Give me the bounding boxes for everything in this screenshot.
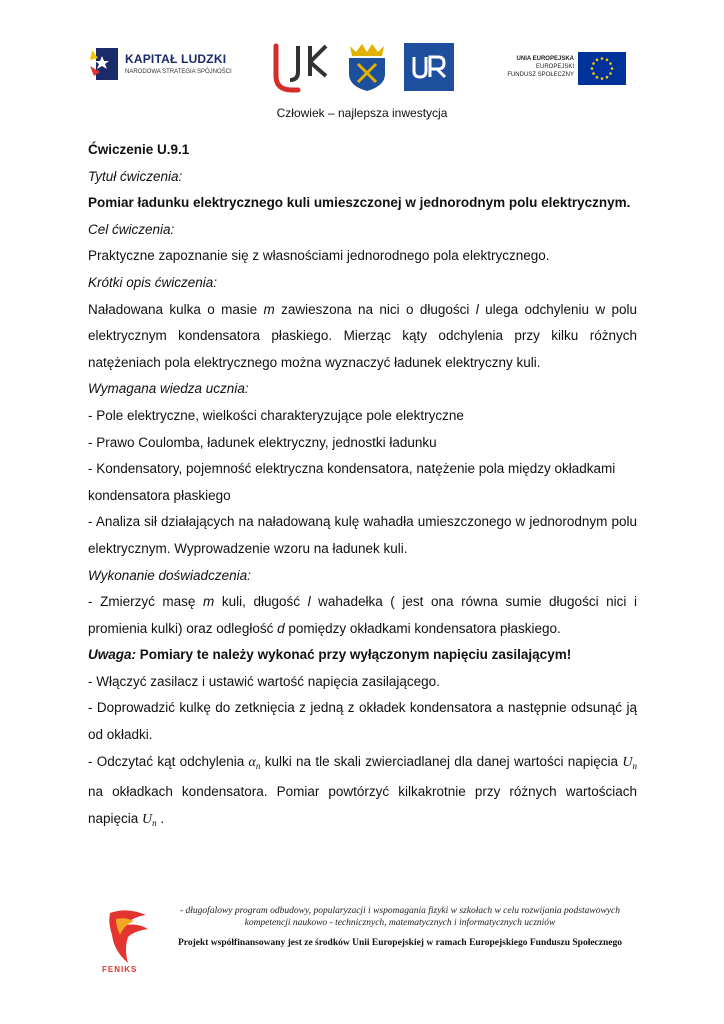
procedure-step: - Zmierzyć masę m kuli, długość l wahadełka ( jest ona równa sumie długości nici i promienia kulki) oraz odległość d pomiędzy okładkami kondensatora płaskiego. [88, 594, 637, 636]
knowledge-item: - Kondensatory, pojemność elektryczna kondensatora, natężenie pola między okładkami kondensatora płaskiego [88, 461, 616, 503]
tagline: Człowiek – najlepsza inwestycja [276, 106, 448, 120]
voltage-symbol: U [622, 754, 633, 770]
knowledge-item: - Analiza sił działających na naładowaną kulę wahadła umieszczonego w jednorodnym polu elektrycznym. Wyprowadzenie wzoru na ładunek kuli. [88, 514, 637, 556]
exercise-number: Ćwiczenie U.9.1 [88, 142, 190, 157]
footer-project-text: Projekt współfinansowany jest ze środków Unii Europejskiej w ramach Europejskiego Funduszu Społecznego [178, 938, 622, 948]
eu-line3: FUNDUSZ SPOŁECZNY [507, 72, 574, 78]
eu-line2: EUROPEJSKI [535, 64, 574, 70]
description-text: Naładowana kulka o masie m zawieszona na nici o długości l ulega odchyleniu w polu elektrycznym kondensatora płaskiego. Mierząc kąty odchylenia przy kilku różnych natężeniach pola elektrycznego można wyznaczyć ładunek elektryczny kuli. [88, 301, 638, 370]
feniks-flame-icon [98, 909, 156, 965]
alpha-symbol: α [248, 754, 256, 770]
kapital-ludzki-title: KAPITAŁ LUDZKI [125, 52, 227, 66]
title-label: Tytuł ćwiczenia: [88, 168, 183, 184]
ur-logo [404, 43, 454, 91]
eu-line1: UNIA EUROPEJSKA [516, 56, 574, 62]
kapital-ludzki-star-icon [88, 42, 122, 86]
length-symbol: l [475, 301, 479, 317]
feniks-logo [98, 909, 156, 979]
procedure-step: - Odczytać kąt odchylenia $\alpha_n$ kulki na tle skali zwierciadlanej dla danej wartości napięcia $U_n$ na okładkach kondensatora. Pomiar powtórzyć kilkakrotnie przy różnych wartościach napięcia $U_n$ . [88, 753, 637, 828]
mass-symbol: m [263, 301, 275, 317]
goal-text: Praktyczne zapoznanie się z własnościami jednorodnego pola elektrycznego. [88, 248, 550, 264]
document-body [88, 137, 637, 836]
goal-label: Cel ćwiczenia: [88, 221, 175, 237]
kapital-ludzki-subtitle: NARODOWA STRATEGIA SPÓJNOŚCI [125, 69, 232, 75]
knowledge-label: Wymagana wiedza ucznia: [88, 381, 249, 397]
warning-note: Uwaga: Pomiary te należy wykonać przy wyłączonym napięciu zasilającym! [88, 647, 572, 663]
footer-program-text [160, 905, 640, 929]
footer-line1: - długofalowy program odbudowy, popularyzacji i wspomagania fizyki w szkołach w celu rozwijania podstawowych [180, 906, 620, 916]
ujk-logo [268, 42, 336, 94]
procedure-label: Wykonanie doświadczenia: [88, 567, 251, 583]
warning-label: Uwaga: [88, 647, 137, 663]
eu-flag-icon [578, 52, 626, 85]
procedure-step: - Włączyć zasilacz i ustawić wartość napięcia zasilającego. [88, 673, 440, 689]
description-label: Krótki opis ćwiczenia: [88, 274, 218, 290]
kapital-ludzki-logo [88, 42, 238, 88]
footer-line2: kompetencji naukowo - technicznych, matematycznych i informatycznych uczniów [244, 918, 556, 928]
eu-logo [507, 52, 626, 86]
crest-logo [344, 42, 390, 92]
exercise-title: Pomiar ładunku elektrycznego kuli umieszczonej w jednorodnym polu elektrycznym. [88, 195, 631, 211]
knowledge-item: - Pole elektryczne, wielkości charakteryzujące pole elektryczne [88, 407, 464, 423]
feniks-wordmark: FENIKS [102, 965, 138, 974]
knowledge-item: - Prawo Coulomba, ładunek elektryczny, jednostki ładunku [88, 434, 437, 450]
procedure-step: - Doprowadzić kulkę do zetknięcia z jedną z okładek kondensatora a następnie odsunąć ją od okładki. [88, 700, 637, 743]
